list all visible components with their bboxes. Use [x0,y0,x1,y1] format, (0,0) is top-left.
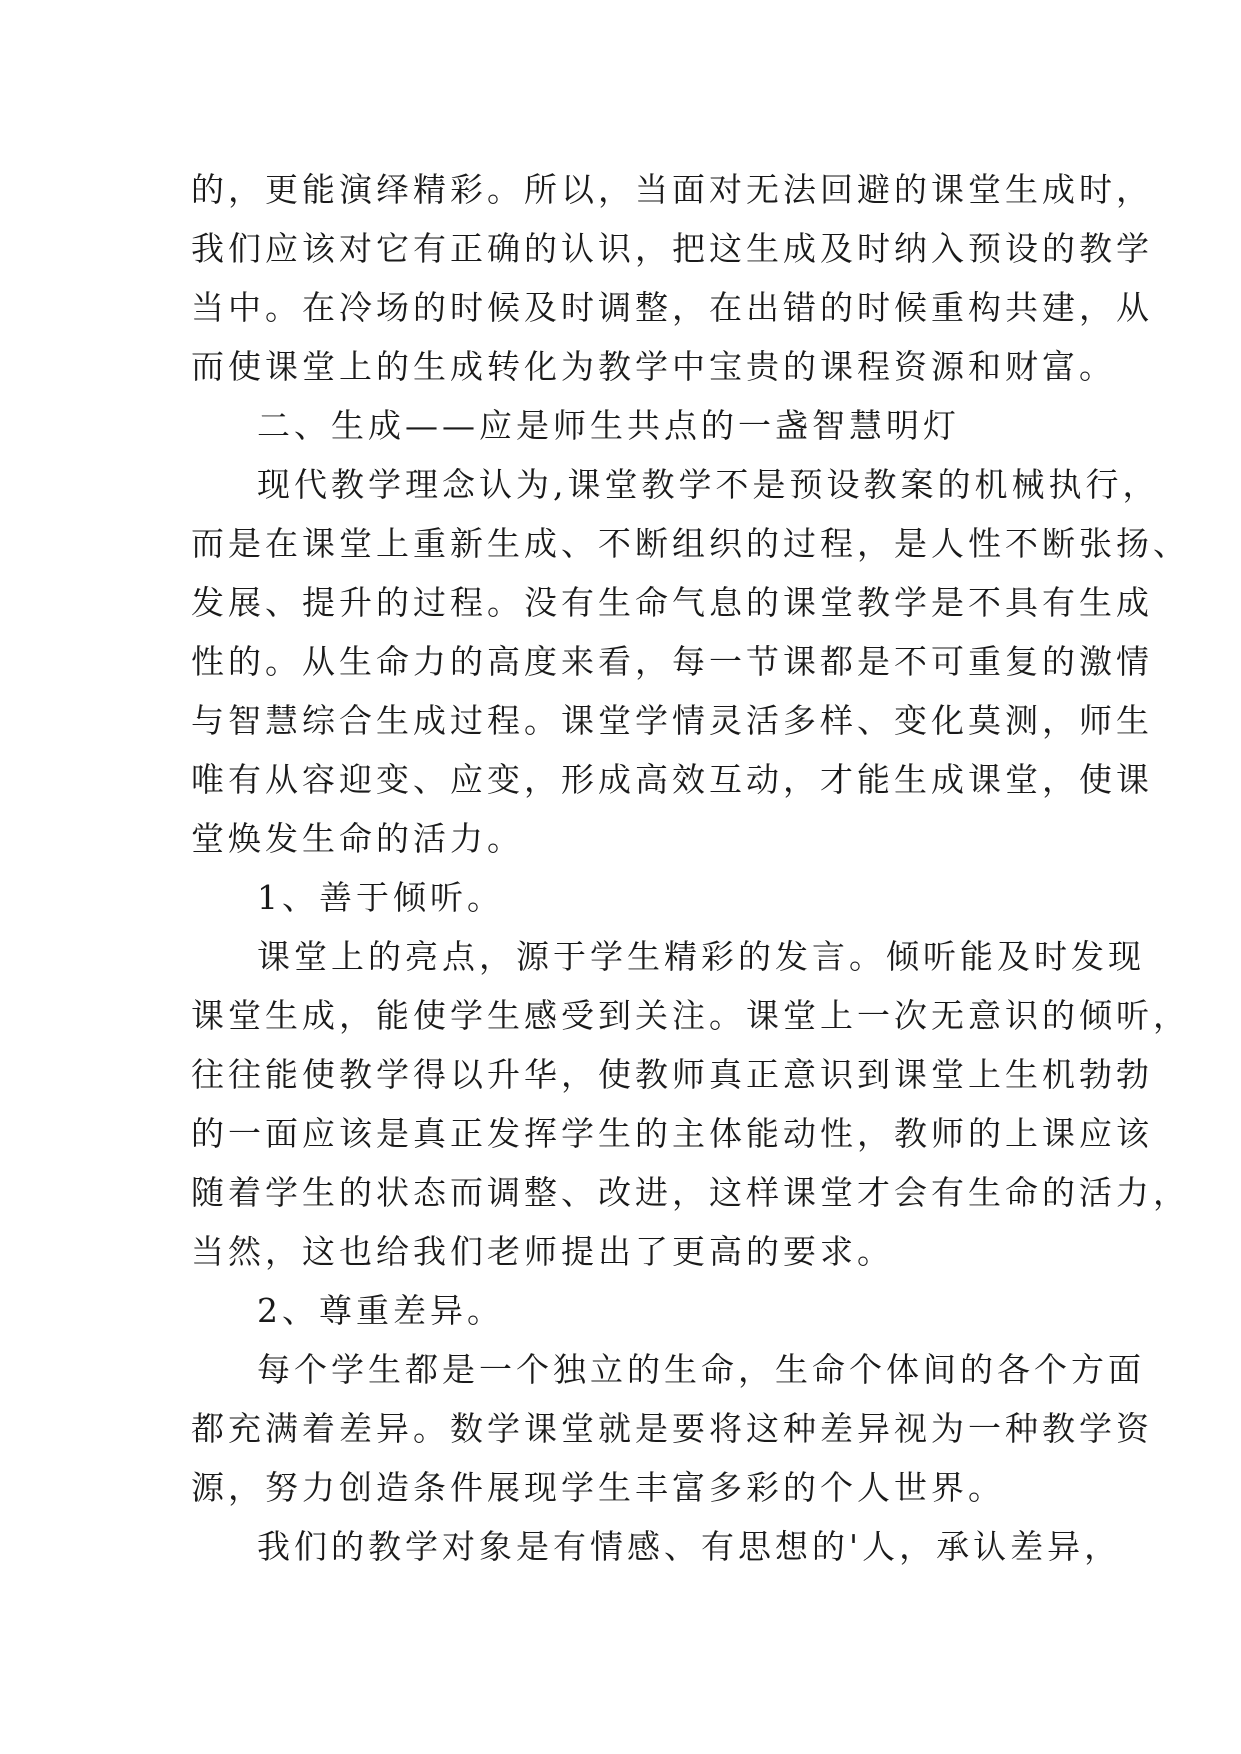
text-line: 发展、提升的过程。没有生命气息的课堂教学是不具有生成 [191,583,1153,622]
text-line: 课堂上的亮点，源于学生精彩的发言。倾听能及时发现 [257,937,1145,976]
text-line: 我们应该对它有正确的认识，把这生成及时纳入预设的教学 [191,229,1153,268]
text-line: 源，努力创造条件展现学生丰富多彩的个人世界。 [191,1468,1005,1507]
text-line: 随着学生的状态而调整、改进，这样课堂才会有生命的活力， [191,1173,1190,1212]
text-line: 与智慧综合生成过程。课堂学情灵活多样、变化莫测，师生 [191,701,1153,740]
text-line: 现代教学理念认为,课堂教学不是预设教案的机械执行， [257,465,1160,504]
text-line: 当中。在冷场的时候及时调整，在出错的时候重构共建，从 [191,288,1153,327]
subsection-heading: 2、尊重差异。 [257,1291,504,1330]
text-line: 而使课堂上的生成转化为教学中宝贵的课程资源和财富。 [191,347,1116,386]
text-line: 性的。从生命力的高度来看，每一节课都是不可重复的激情 [191,642,1153,681]
text-line: 课堂生成，能使学生感受到关注。课堂上一次无意识的倾听， [191,996,1190,1035]
text-line: 的，更能演绎精彩。所以，当面对无法回避的课堂生成时， [191,170,1153,209]
text-line: 堂焕发生命的活力。 [191,819,524,858]
document-body [191,160,1190,1576]
text-line: 唯有从容迎变、应变，形成高效互动，才能生成课堂，使课 [191,760,1153,799]
text-line: 每个学生都是一个独立的生命，生命个体间的各个方面 [257,1350,1145,1389]
text-line: 的一面应该是真正发挥学生的主体能动性，教师的上课应该 [191,1114,1153,1153]
text-line: 都充满着差异。数学课堂就是要将这种差异视为一种教学资 [191,1409,1153,1448]
section-heading: 二、生成——应是师生共点的一盏智慧明灯 [257,406,960,445]
text-line: 而是在课堂上重新生成、不断组织的过程，是人性不断张扬、 [191,524,1190,563]
text-line: 当然，这也给我们老师提出了更高的要求。 [191,1232,894,1271]
text-line: 我们的教学对象是有情感、有思想的'人，承认差异， [257,1527,1122,1566]
subsection-heading: 1、善于倾听。 [257,878,504,917]
text-line: 往往能使教学得以升华，使教师真正意识到课堂上生机勃勃 [191,1055,1153,1094]
